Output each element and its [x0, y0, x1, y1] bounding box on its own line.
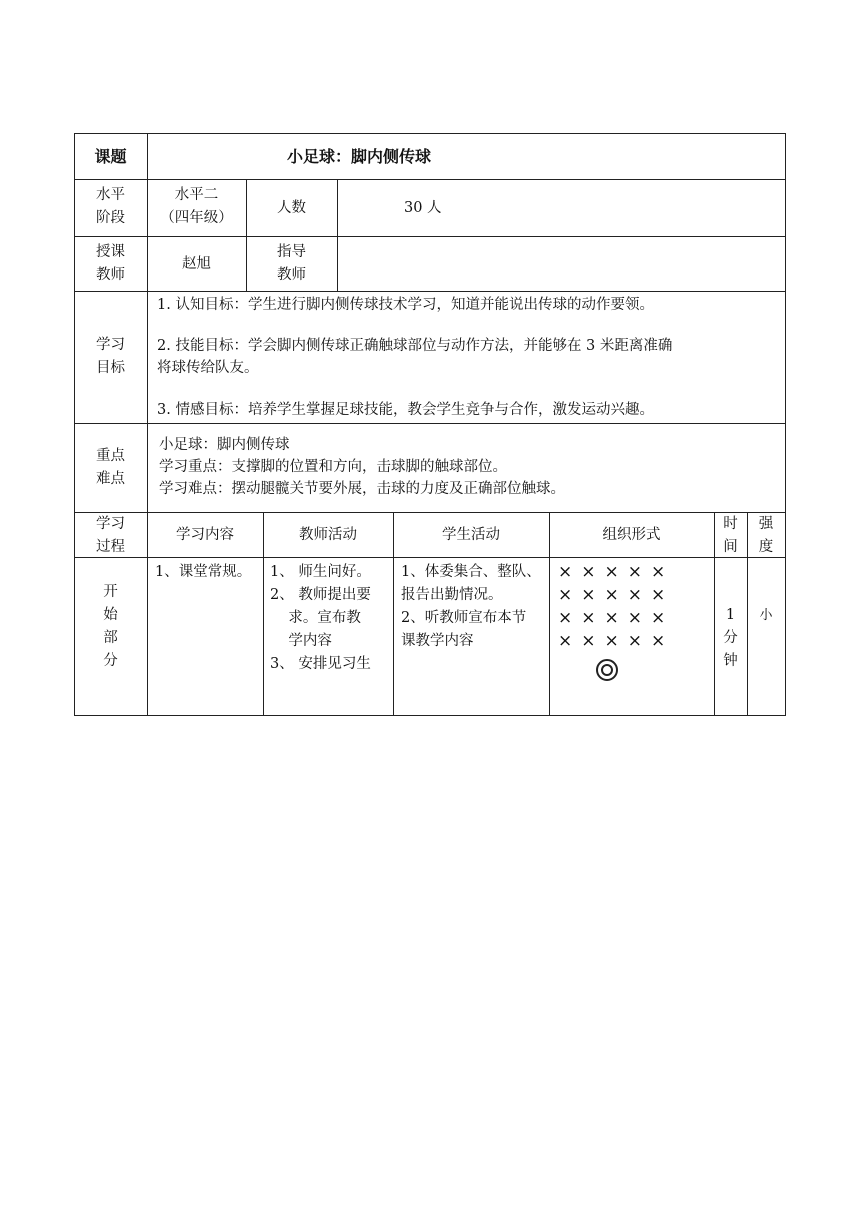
process-stage-header: 学习 过程: [96, 516, 125, 555]
table-border: [74, 236, 786, 237]
student-activity-cell: 1、体委集合、整队、 报告出勤情况。 2、听教师宣布本节 课教学内容: [401, 564, 541, 649]
key-point-line: 学习重点：支撑脚的位置和方向，击球脚的触球部位。: [159, 459, 507, 475]
teacher-label: 授课 教师: [96, 244, 125, 283]
table-border: [74, 715, 786, 716]
guide-label: 指导 教师: [277, 244, 306, 283]
level-label: 水平 阶段: [96, 187, 125, 226]
student-activity-header: 学生活动: [442, 527, 500, 543]
objectives-label: 学习 目标: [96, 337, 125, 376]
formation-row: ×××××: [558, 562, 675, 582]
table-border: [74, 557, 786, 558]
table-border: [74, 512, 786, 513]
key-point-line: 小足球：脚内侧传球: [159, 437, 290, 453]
table-border: [74, 291, 786, 292]
count-value: 30 人: [404, 200, 442, 216]
formation-row: ×××××: [558, 585, 675, 605]
level-value: 水平二 （四年级）: [160, 187, 233, 226]
topic-value: 小足球：脚内侧传球: [287, 147, 432, 166]
teacher-activity-header: 教师活动: [299, 527, 357, 543]
count-label: 人数: [277, 200, 306, 216]
teacher-value: 赵旭: [182, 256, 211, 272]
key-points-label: 重点 难点: [96, 448, 125, 487]
objective-line: 3. 情感目标：培养学生掌握足球技能，教会学生竞争与合作，激发运动兴趣。: [157, 402, 654, 418]
intensity-cell: 小: [759, 608, 773, 623]
table-border: [74, 133, 786, 134]
content-cell: 1、课堂常规。: [155, 564, 252, 580]
teacher-activity-cell: 1、 师生问好。 2、 教师提出要 求。宣布教 学内容 3、 安排见习生: [270, 564, 371, 672]
intensity-header: 强 度: [758, 516, 774, 555]
objective-line: 1. 认知目标：学生进行脚内侧传球技术学习，知道并能说出传球的动作要领。: [157, 297, 654, 313]
time-header: 时 间: [723, 516, 738, 555]
formation-row: ×××××: [558, 608, 675, 628]
table-border: [74, 179, 786, 180]
teacher-position-circle-icon: [596, 659, 618, 681]
time-cell: 1 分 钟: [723, 607, 738, 669]
objective-line: 2. 技能目标：学会脚内侧传球正确触球部位与动作方法，并能够在 3 米距离准确: [157, 338, 673, 354]
topic-label: 课题: [94, 147, 127, 166]
key-point-line: 学习难点：摆动腿髋关节要外展，击球的力度及正确部位触球。: [159, 481, 565, 497]
table-border: [785, 133, 786, 716]
table-border: [337, 179, 338, 292]
content-header: 学习内容: [176, 527, 234, 543]
formation-row: ×××××: [558, 631, 675, 651]
organization-header: 组织形式: [602, 527, 661, 543]
objective-line: 将球传给队友。: [157, 360, 259, 376]
start-section-label: 开 始 部 分: [103, 584, 118, 669]
table-border: [74, 423, 786, 424]
